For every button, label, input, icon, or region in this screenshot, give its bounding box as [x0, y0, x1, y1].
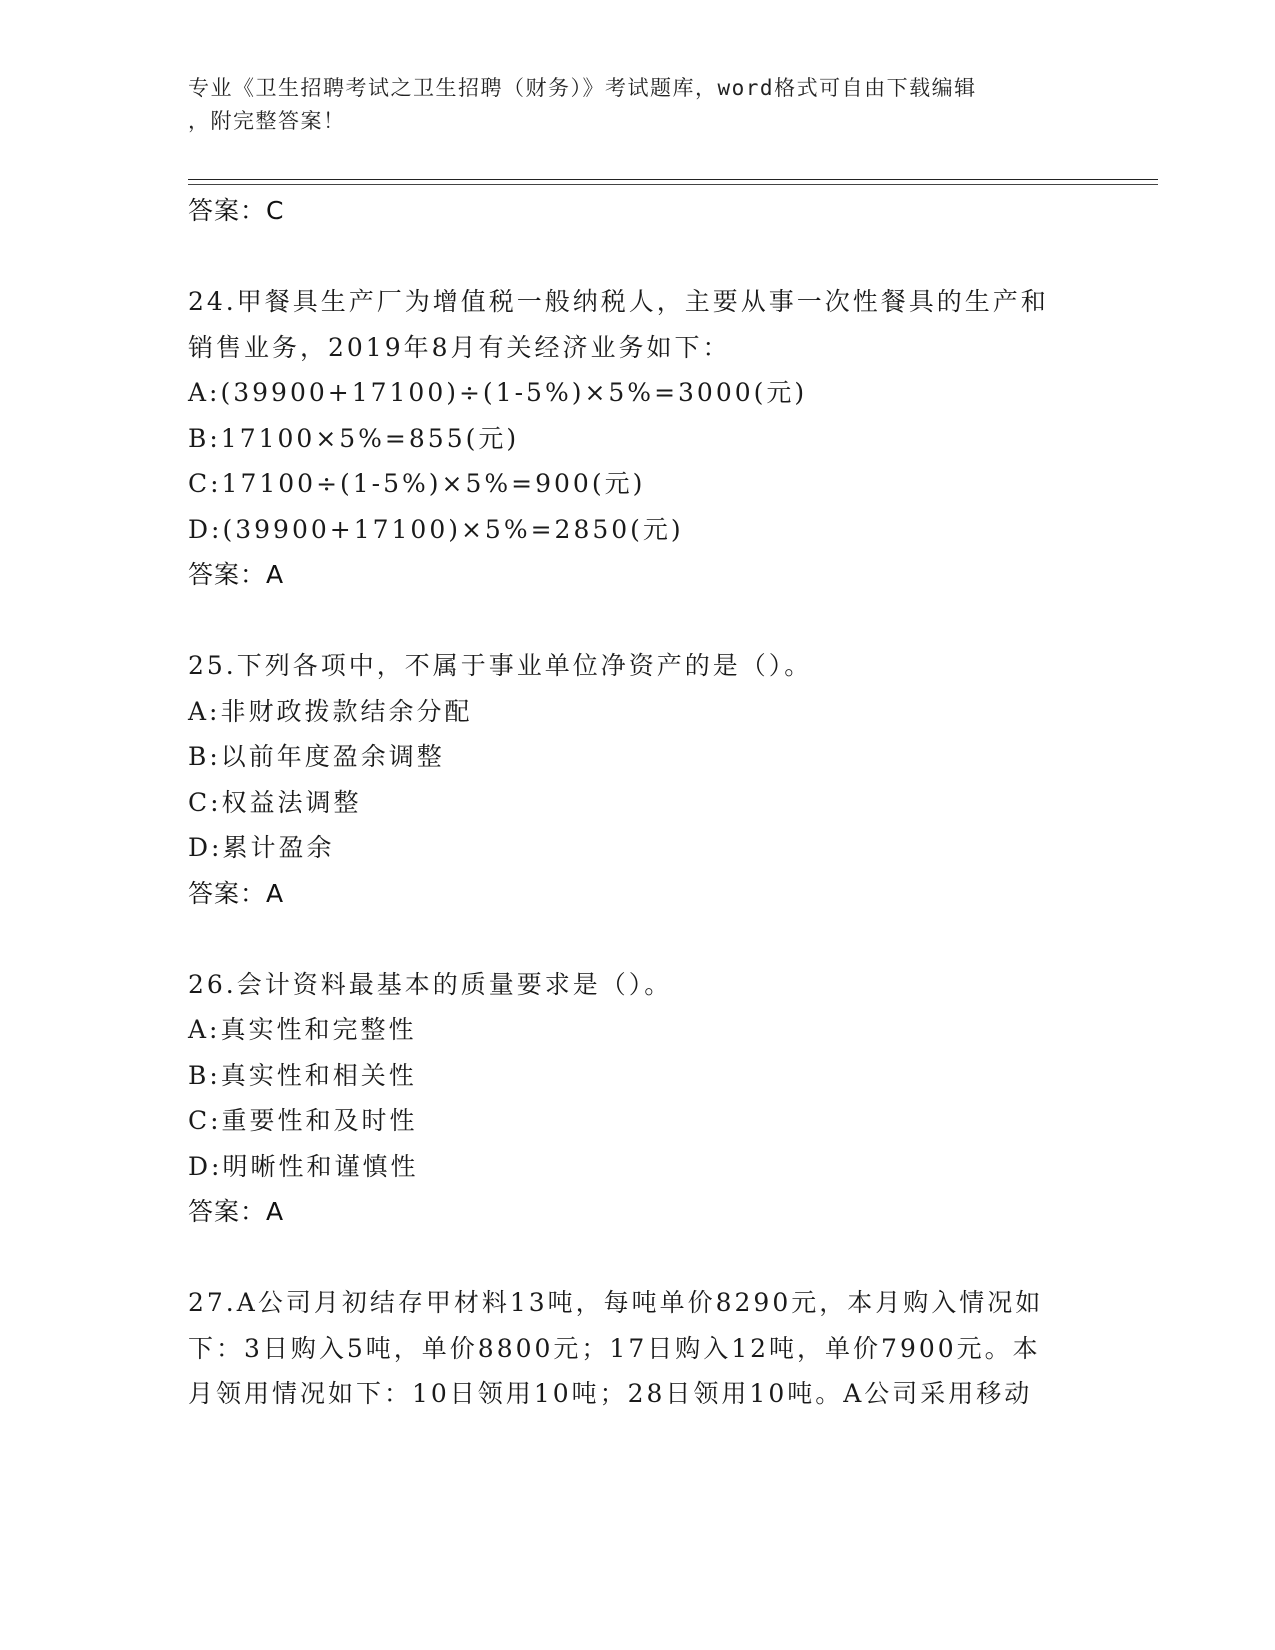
question-stem	[188, 279, 1088, 370]
question-stem-line: 24.甲餐具生产厂为增值税一般纳税人，主要从事一次性餐具的生产和	[188, 287, 1049, 316]
option-c: C:17100÷(1-5%)×5%=900(元)	[188, 469, 646, 498]
option-d: D:(39900+17100)×5%=2850(元)	[188, 514, 684, 544]
question-item	[188, 1280, 1088, 1417]
question-stem-line: 月领用情况如下：10日领用10吨；28日领用10吨。A公司采用移动	[188, 1379, 1033, 1408]
question-item	[188, 279, 1088, 597]
option-a: A:非财政拨款结余分配	[188, 696, 473, 726]
answer-line: 答案：A	[188, 1197, 285, 1226]
question-list	[188, 188, 1088, 1417]
header-line-2: ，附完整答案！	[188, 109, 346, 133]
question-stem-line: 27.A公司月初结存甲材料13吨，每吨单价8290元，本月购入情况如	[188, 1288, 1044, 1317]
option-b: B:真实性和相关性	[188, 1060, 417, 1090]
question-stem	[188, 643, 1088, 689]
question-stem	[188, 962, 1088, 1008]
answer-line: 答案：A	[188, 878, 285, 908]
header-divider-thick	[188, 179, 1158, 180]
answer-line: 答案：C	[188, 196, 285, 225]
document-header	[188, 72, 1088, 138]
option-d: D:累计盈余	[188, 833, 335, 862]
option-a: A:(39900+17100)÷(1-5%)×5%=3000(元)	[188, 378, 808, 407]
question-item	[188, 962, 1088, 1235]
question-stem-line: 25.下列各项中，不属于事业单位净资产的是（）。	[188, 651, 813, 680]
option-c: C:重要性和及时性	[188, 1106, 418, 1135]
option-a: A:真实性和完整性	[188, 1015, 417, 1044]
header-divider-thin	[188, 184, 1158, 185]
option-c: C:权益法调整	[188, 787, 362, 817]
question-item	[188, 643, 1088, 916]
question-stem-line: 下：3日购入5吨，单价8800元；17日购入12吨，单价7900元。本	[188, 1333, 1041, 1363]
question-stem	[188, 1280, 1088, 1417]
answer-line: 答案：A	[188, 560, 285, 589]
option-b: B:以前年度盈余调整	[188, 742, 445, 771]
option-d: D:明晰性和谨慎性	[188, 1151, 419, 1181]
option-b: B:17100×5%=855(元)	[188, 423, 520, 453]
question-stem-line: 26.会计资料最基本的质量要求是（）。	[188, 969, 673, 999]
question-stem-line: 销售业务，2019年8月有关经济业务如下：	[188, 332, 731, 362]
header-line-1: 专业《卫生招聘考试之卫生招聘（财务）》考试题库，word格式可自由下载编辑	[188, 76, 977, 100]
